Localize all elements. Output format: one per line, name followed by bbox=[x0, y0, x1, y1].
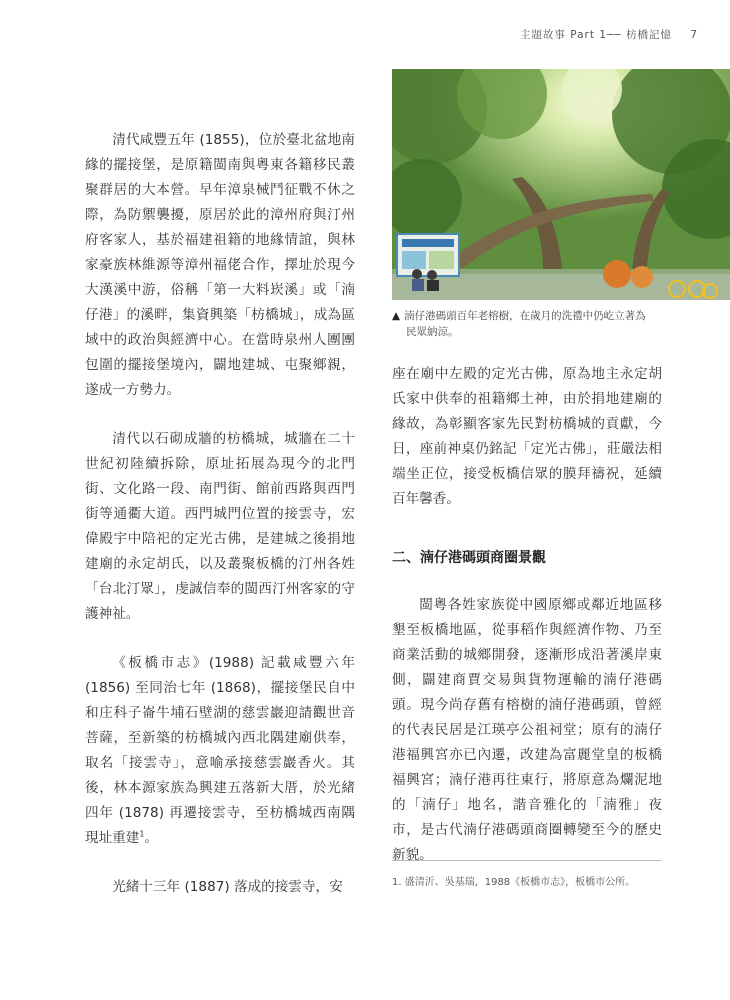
body-paragraph bbox=[85, 651, 355, 851]
running-header bbox=[520, 27, 698, 42]
paragraph-text: 《板橋市志》(1988) 記載咸豐六年 (1856) 至同治七年 (1868)，擺接堡民自中和庄科子崙牛埔石壁湖的慈雲巖迎請觀世音菩薩，至新築的枋橋城內西北隅建廟供奉，取名「接雲寺」，意喻承接慈雲巖香火。其後，林本源家族為興建五落新大厝，於光緒四年 (1878) 再遷接雲寺，至枋橋城西南隅現址重建 bbox=[85, 655, 355, 846]
body-paragraph: 光緒十三年 (1887) 落成的接雲寺，安 bbox=[112, 879, 343, 895]
banyan-tree-illustration bbox=[392, 69, 730, 300]
body-paragraph: 閩粵各姓家族從中國原鄉或鄰近地區移墾至板橋地區，從事稻作與經濟作物、乃至商業活動的城鄉開發，逐漸形成沿著溪岸東側，闢建商賈交易與貨物運輸的湳仔港碼頭。現今尚存舊有榕樹的湳仔港碼頭，曾經的代表民居是江瑛亭公祖祠堂；原有的湳仔港福興宮亦已內遷，改建為富麗堂皇的板橋福興宮；湳仔港再往東行，將原意為爛泥地的「湳仔」地名，諧音雅化的「湳雅」夜市，是古代湳仔港碼頭商圈轉變至今的歷史新貌。 bbox=[392, 597, 662, 863]
body-paragraph: 清代以石砌成牆的枋橋城，城牆在二十世紀初陸續拆除，原址拓展為現今的北門街、文化路一段、南門街、館前西路與西門街等通衢大道。西門城門位置的接雲寺，宏偉殿宇中陪祀的定光古佛，是建城之後捐地建廟的永定胡氏，以及叢聚板橋的汀州各姓「台北汀眾」，虔誠信奉的閩西汀州客家的守護神祉。 bbox=[85, 431, 355, 622]
caption-line-2: 民眾納涼。 bbox=[406, 326, 459, 338]
body-paragraph: 座在廟中左殿的定光古佛，原為地主永定胡氏家中供奉的祖籍鄉土神，由於捐地建廟的緣故，為彰顯客家先民對枋橋城的貢獻，今日，座前神桌仍銘記「定光古佛」，莊嚴法相端坐正位，接受板橋信眾的膜拜禱祝，延續百年馨香。 bbox=[392, 366, 662, 507]
body-paragraph: 清代咸豐五年 (1855)，位於臺北盆地南緣的擺接堡，是原籍閩南與粵東各籍移民叢聚群居的大本營。早年漳泉械鬥征戰不休之際，為防禦襲擾，原居於此的漳州府與汀州府客家人，基於福建祖籍的地緣情誼，與林家豪族林維源等漳州福佬合作，擇址於現今大漢溪中游，俗稱「第一大料崁溪」或「湳仔港」的溪畔，集資興築「枋橋城」，成為區域中的政治與經濟中心。在當時泉州人團團包圍的擺接堡境內，闢地建城、屯聚鄉親，遂成一方勢力。 bbox=[85, 132, 355, 398]
section-heading: 二、湳仔港碼頭商圈景觀 bbox=[392, 550, 546, 566]
photo-caption bbox=[392, 308, 667, 340]
caption-marker-icon: ▲ bbox=[392, 310, 401, 322]
footnote-reference: 1 bbox=[139, 829, 145, 839]
left-column bbox=[85, 128, 355, 924]
page-number: 7 bbox=[690, 29, 698, 41]
banyan-tree-photo bbox=[392, 69, 730, 300]
right-column bbox=[392, 362, 662, 868]
paragraph-end: 。 bbox=[144, 830, 159, 846]
caption-line-1: 湳仔港碼頭百年老榕樹，在歲月的洗禮中仍屹立著為 bbox=[404, 310, 646, 322]
running-title: 主題故事 Part 1── 枋橋記憶 bbox=[519, 29, 672, 41]
footnote: 1. 盛清沂、吳基瑞，1988《板橋市志》，板橋市公所。 bbox=[392, 877, 636, 888]
footnote-divider bbox=[392, 860, 662, 861]
